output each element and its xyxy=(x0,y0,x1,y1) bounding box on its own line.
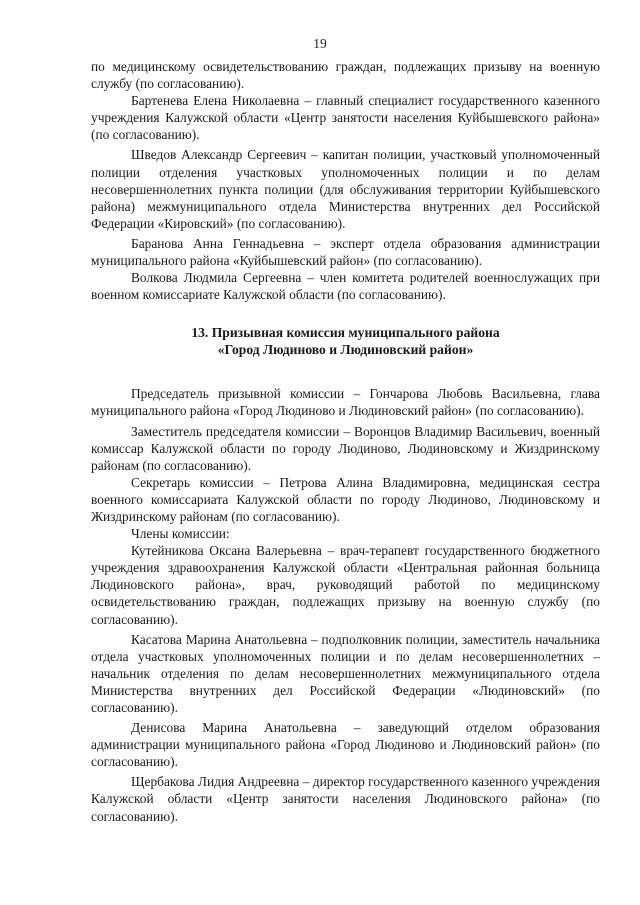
secretary-paragraph: Секретарь комиссии – Петрова Алина Владимировна, медицинская сестра военного комиссариата Калужской области по городу Людиново, Людиновскому и Жиздринскому районам (по согласованию). xyxy=(91,474,600,524)
member-paragraph: Касатова Марина Анатольевна – подполковник полиции, заместитель начальника отдела участковых уполномоченных полиции и по делам несовершеннолетних – начальник отделения по делам несовершеннолетних межмуниципального отдела Министерства внутренних дел Российской Федерации «Людиновский» (по согласованию). xyxy=(91,631,600,715)
page-number: 19 xyxy=(313,36,327,51)
members-label: Члены комиссии: xyxy=(131,526,230,542)
paragraph: Баранова Анна Геннадьевна – эксперт отдела образования администрации муниципального района «Куйбышевский район» (по согласованию). xyxy=(91,235,600,269)
paragraph: Шведов Александр Сергеевич – капитан полиции, участковый уполномоченный полиции отделения участковых уполномоченных полиции и по делам несовершеннолетних пункта полиции (для обслуживания территории Куйбышевского района) межмуниципального отдела Министерства внутренних дел Российской Федерации «Кировский» (по согласованию). xyxy=(91,147,600,231)
document-body xyxy=(91,58,600,825)
member-paragraph: Кутейникова Оксана Валерьевна – врач-терапевт государственного бюджетного учреждения здравоохранения Калужской области «Центральная районная больница Людиновского района», врач, руководящий работой по медицинскому освидетельствованию граждан, подлежащих призыву на военную службу (по согласованию). xyxy=(91,543,600,627)
member-paragraph: Денисова Марина Анатольевна – заведующий отделом образования администрации муниципального района «Город Людиново и Людиновский район» (по согласованию). xyxy=(91,720,600,770)
section-heading xyxy=(91,324,600,358)
deputy-paragraph: Заместитель председателя комиссии – Воронцов Владимир Васильевич, военный комиссар Калужской области по городу Людиново, Людиновскому и Жиздринскому районам (по согласованию). xyxy=(91,423,600,473)
paragraph: по медицинскому освидетельствованию граждан, подлежащих призыву на военную службу (по согласованию). xyxy=(91,59,600,92)
paragraph: Бартенева Елена Николаевна – главный специалист государственного казенного учреждения Калужской области «Центр занятости населения Куйбышевского района» (по согласованию). xyxy=(91,93,600,143)
chairman-paragraph: Председатель призывной комиссии – Гончарова Любовь Васильевна, глава муниципального района «Город Людиново и Людиновский район» (по согласованию). xyxy=(91,386,600,419)
paragraph: Волкова Людмила Сергеевна – член комитета родителей военнослужащих при военном комиссариате Калужской области (по согласованию). xyxy=(91,270,600,303)
member-paragraph: Щербакова Лидия Андреевна – директор государственного казенного учреждения Калужской области «Центр занятости населения Людиновского района» (по согласованию). xyxy=(91,774,600,824)
section-heading-line: «Город Людиново и Людиновский район» xyxy=(217,342,474,358)
section-heading-line: 13. Призывная комиссия муниципального района xyxy=(191,325,500,341)
